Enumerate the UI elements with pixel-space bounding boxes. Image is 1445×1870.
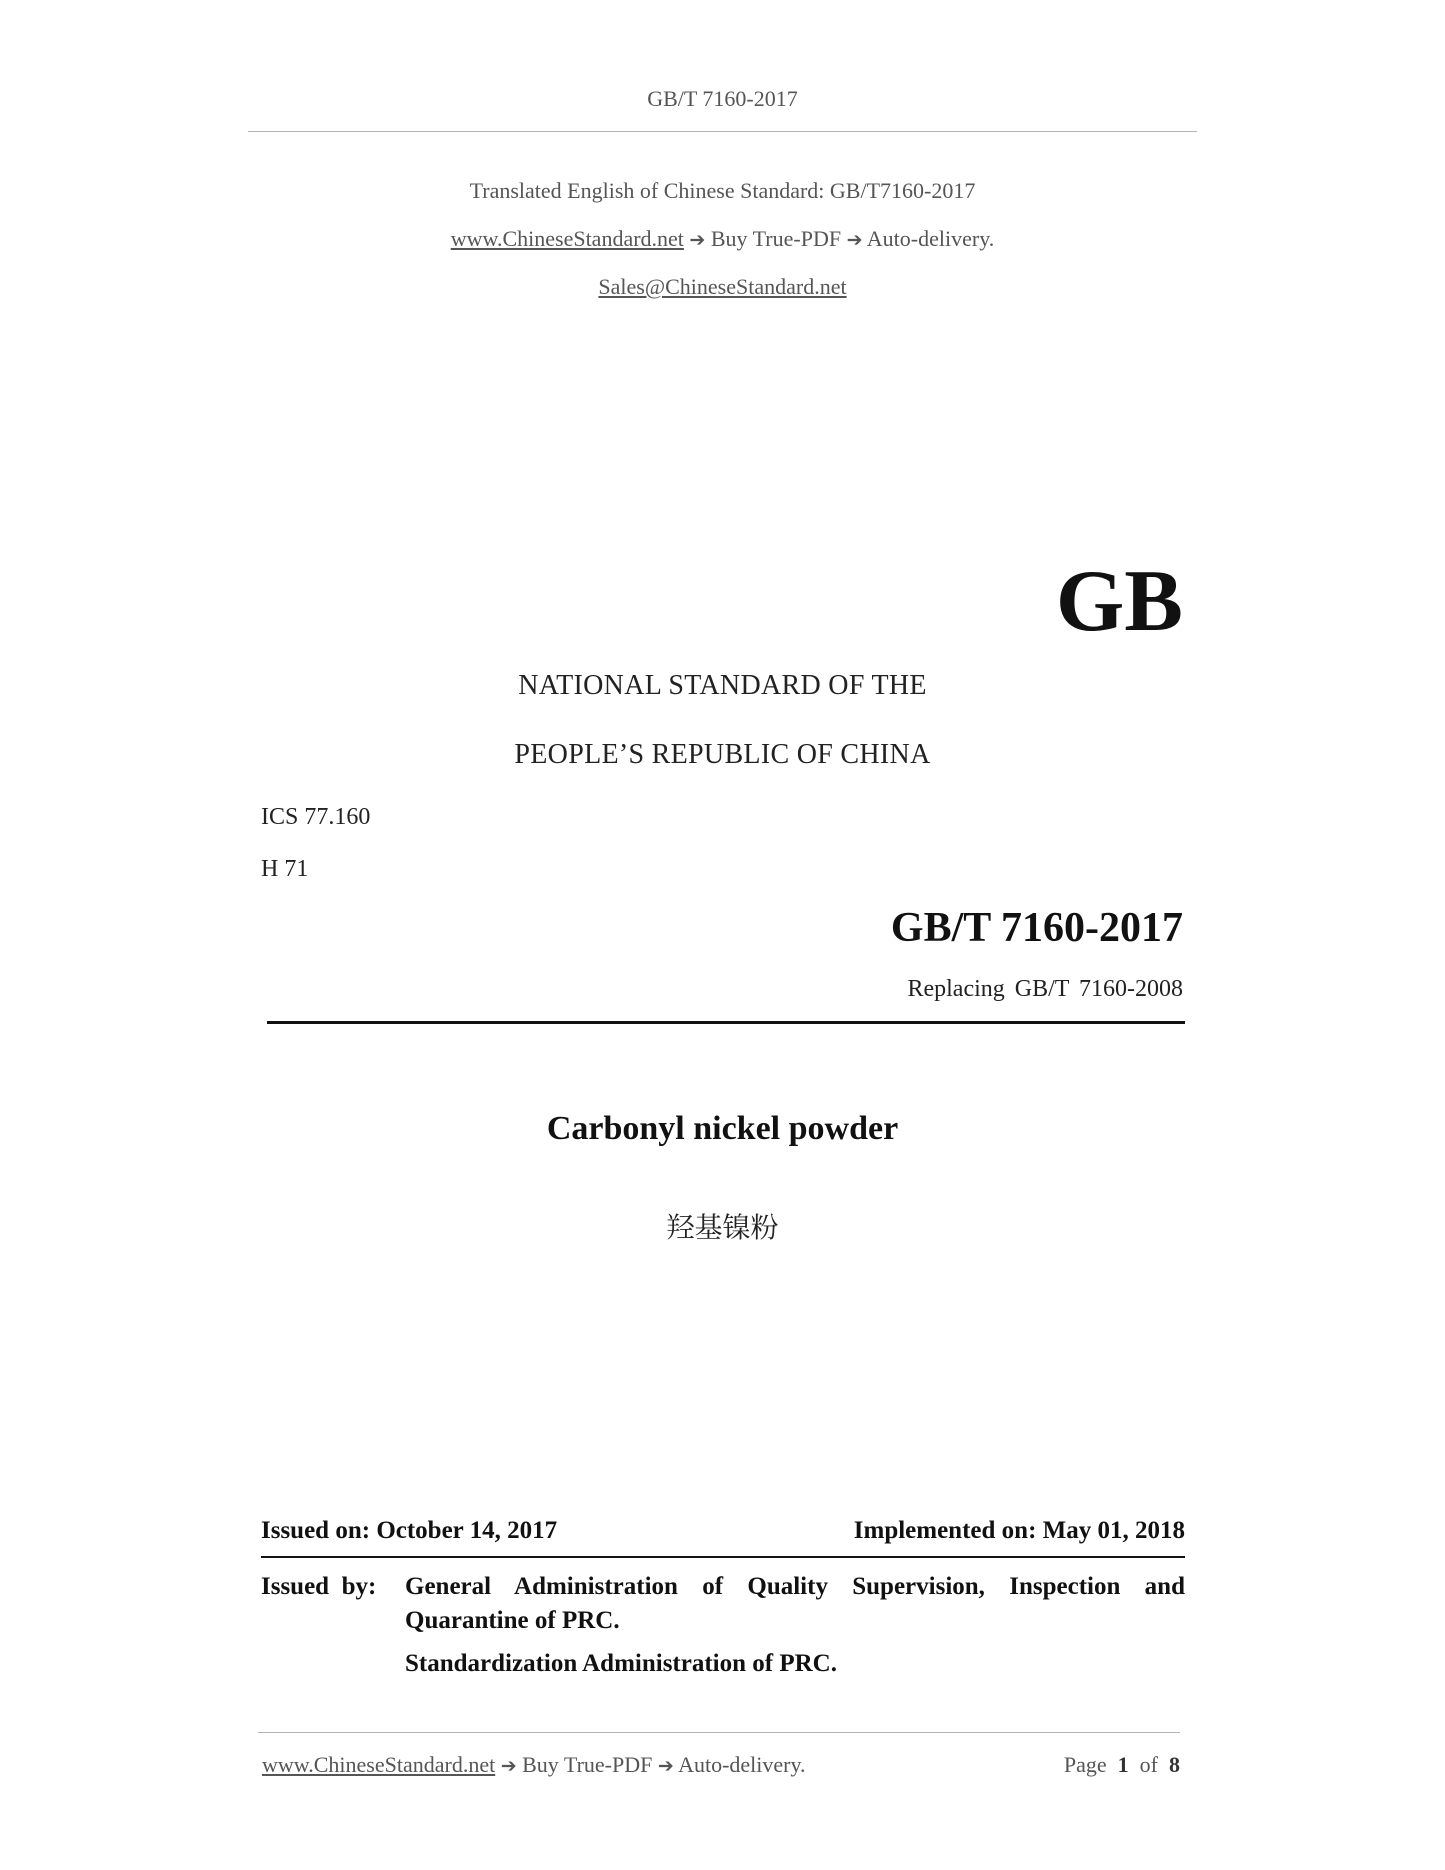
right-arrow-icon: ➔ (500, 1755, 517, 1777)
document-title: Carbonyl nickel powder (546, 1110, 899, 1147)
page-total: 8 (1169, 1752, 1180, 1777)
right-arrow-icon: ➔ (846, 229, 863, 251)
chinese-title: 羟基镍粉 (666, 1211, 779, 1244)
promo-links (0, 226, 1445, 252)
issuer-2: Standardization Administration of PRC. (405, 1650, 837, 1677)
page-number (1064, 1752, 1180, 1778)
sales-email-link[interactable]: Sales@ChineseStandard.net (598, 274, 847, 299)
issuer-block (261, 1570, 1185, 1681)
buy-pdf-text: Buy True-PDF (710, 226, 842, 251)
national-standard-line-1: NATIONAL STANDARD OF THE (518, 670, 927, 701)
issued-date: Issued on: October 14, 2017 (261, 1517, 558, 1544)
page-current: 1 (1117, 1752, 1129, 1777)
right-arrow-icon: ➔ (657, 1755, 674, 1777)
right-arrow-icon: ➔ (689, 229, 706, 251)
header-divider (248, 131, 1197, 132)
footer-site-link[interactable]: www.ChineseStandard.net (262, 1752, 496, 1777)
dates-row (261, 1517, 1185, 1545)
gb-mark: GB (1055, 553, 1183, 650)
footer-links (262, 1752, 806, 1778)
title-divider (267, 1021, 1185, 1024)
national-standard-line-2: PEOPLE’S REPUBLIC OF CHINA (514, 739, 931, 770)
implemented-date: Implemented on: May 01, 2018 (853, 1517, 1185, 1544)
footer-buy-text: Buy True-PDF (522, 1752, 653, 1777)
translation-notice: Translated English of Chinese Standard: GB/T7160-2017 (469, 178, 976, 203)
footer-delivery-text: Auto-delivery. (678, 1752, 806, 1777)
footer-divider (258, 1732, 1180, 1733)
dates-divider (261, 1556, 1185, 1558)
page-word: Page (1063, 1752, 1107, 1777)
ics-code: ICS 77.160 (261, 804, 371, 830)
running-header: GB/T 7160-2017 (647, 86, 798, 111)
promo-email (0, 274, 1445, 300)
auto-delivery-text: Auto-delivery. (866, 226, 995, 251)
of-word: of (1139, 1752, 1158, 1777)
site-link[interactable]: www.ChineseStandard.net (450, 226, 684, 251)
page-footer (262, 1752, 1180, 1778)
issued-by-label: Issued by: (261, 1573, 377, 1600)
standard-number: GB/T 7160-2017 (890, 905, 1183, 951)
replacing-note: Replacing GB/T 7160-2008 (907, 976, 1183, 1002)
ccs-code: H 71 (261, 856, 309, 882)
issuer-1: General Administration of Quality Supervision, Inspection and Quarantine of PRC. (405, 1573, 1185, 1634)
